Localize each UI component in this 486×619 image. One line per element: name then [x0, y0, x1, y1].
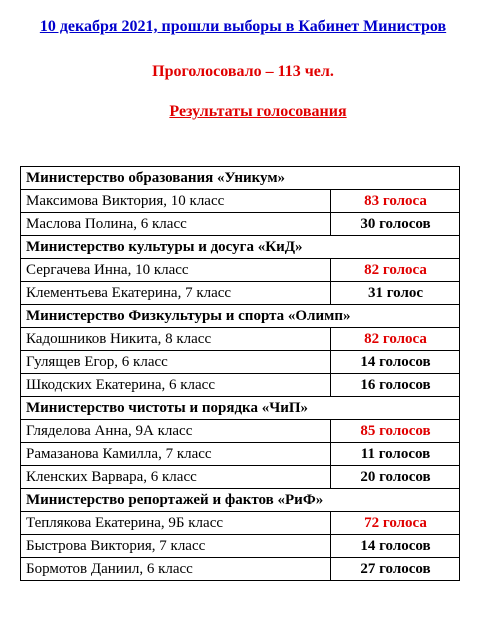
candidate-name: Теплякова Екатерина, 9Б класс	[21, 512, 331, 535]
candidate-votes: 20 голосов	[331, 466, 460, 489]
ministry-title: Министерство образования «Уникум»	[21, 167, 460, 190]
ministry-row	[21, 236, 460, 259]
candidate-name: Сергачева Инна, 10 класс	[21, 259, 331, 282]
candidate-row	[21, 213, 460, 236]
ministry-title: Министерство культуры и досуга «КиД»	[21, 236, 460, 259]
candidate-votes: 14 голосов	[331, 535, 460, 558]
turnout-text: Проголосовало – 113 чел.	[152, 63, 334, 80]
ministry-title: Министерство Физкультуры и спорта «Олимп»	[21, 305, 460, 328]
candidate-votes: 82 голоса	[331, 259, 460, 282]
candidate-votes: 14 голосов	[331, 351, 460, 374]
ministry-title: Министерство репортажей и фактов «РиФ»	[21, 489, 460, 512]
candidate-votes: 11 голосов	[331, 443, 460, 466]
candidate-row	[21, 282, 460, 305]
candidate-row	[21, 351, 460, 374]
ministry-title: Министерство чистоты и порядка «ЧиП»	[21, 397, 460, 420]
candidate-votes: 16 голосов	[331, 374, 460, 397]
candidate-name: Бормотов Даниил, 6 класс	[21, 558, 331, 581]
candidate-votes: 83 голоса	[331, 190, 460, 213]
candidate-name: Быстрова Виктория, 7 класс	[21, 535, 331, 558]
candidate-row	[21, 466, 460, 489]
candidate-votes: 85 голосов	[331, 420, 460, 443]
ministry-row	[21, 489, 460, 512]
candidate-row	[21, 259, 460, 282]
candidate-name: Клементьева Екатерина, 7 класс	[21, 282, 331, 305]
candidate-row	[21, 328, 460, 351]
results-heading: Результаты голосования	[169, 103, 347, 120]
candidate-votes: 27 голосов	[331, 558, 460, 581]
candidate-votes: 30 голосов	[331, 213, 460, 236]
candidate-name: Шкодских Екатерина, 6 класс	[21, 374, 331, 397]
candidate-row	[21, 420, 460, 443]
ministry-row	[21, 397, 460, 420]
candidate-name: Маслова Полина, 6 класс	[21, 213, 331, 236]
candidate-votes: 72 голоса	[331, 512, 460, 535]
candidate-row	[21, 443, 460, 466]
page-headline: 10 декабря 2021, прошли выборы в Кабинет Министров	[39, 18, 447, 35]
candidate-votes: 31 голос	[331, 282, 460, 305]
candidate-name: Кадошников Никита, 8 класс	[21, 328, 331, 351]
candidate-row	[21, 512, 460, 535]
candidate-votes: 82 голоса	[331, 328, 460, 351]
ministry-row	[21, 305, 460, 328]
candidate-row	[21, 558, 460, 581]
candidate-row	[21, 190, 460, 213]
candidate-name: Гулящев Егор, 6 класс	[21, 351, 331, 374]
candidate-name: Рамазанова Камилла, 7 класс	[21, 443, 331, 466]
candidate-name: Гляделова Анна, 9А класс	[21, 420, 331, 443]
candidate-row	[21, 535, 460, 558]
candidate-name: Максимова Виктория, 10 класс	[21, 190, 331, 213]
results-table	[20, 166, 460, 581]
candidate-row	[21, 374, 460, 397]
ministry-row	[21, 167, 460, 190]
candidate-name: Кленских Варвара, 6 класс	[21, 466, 331, 489]
